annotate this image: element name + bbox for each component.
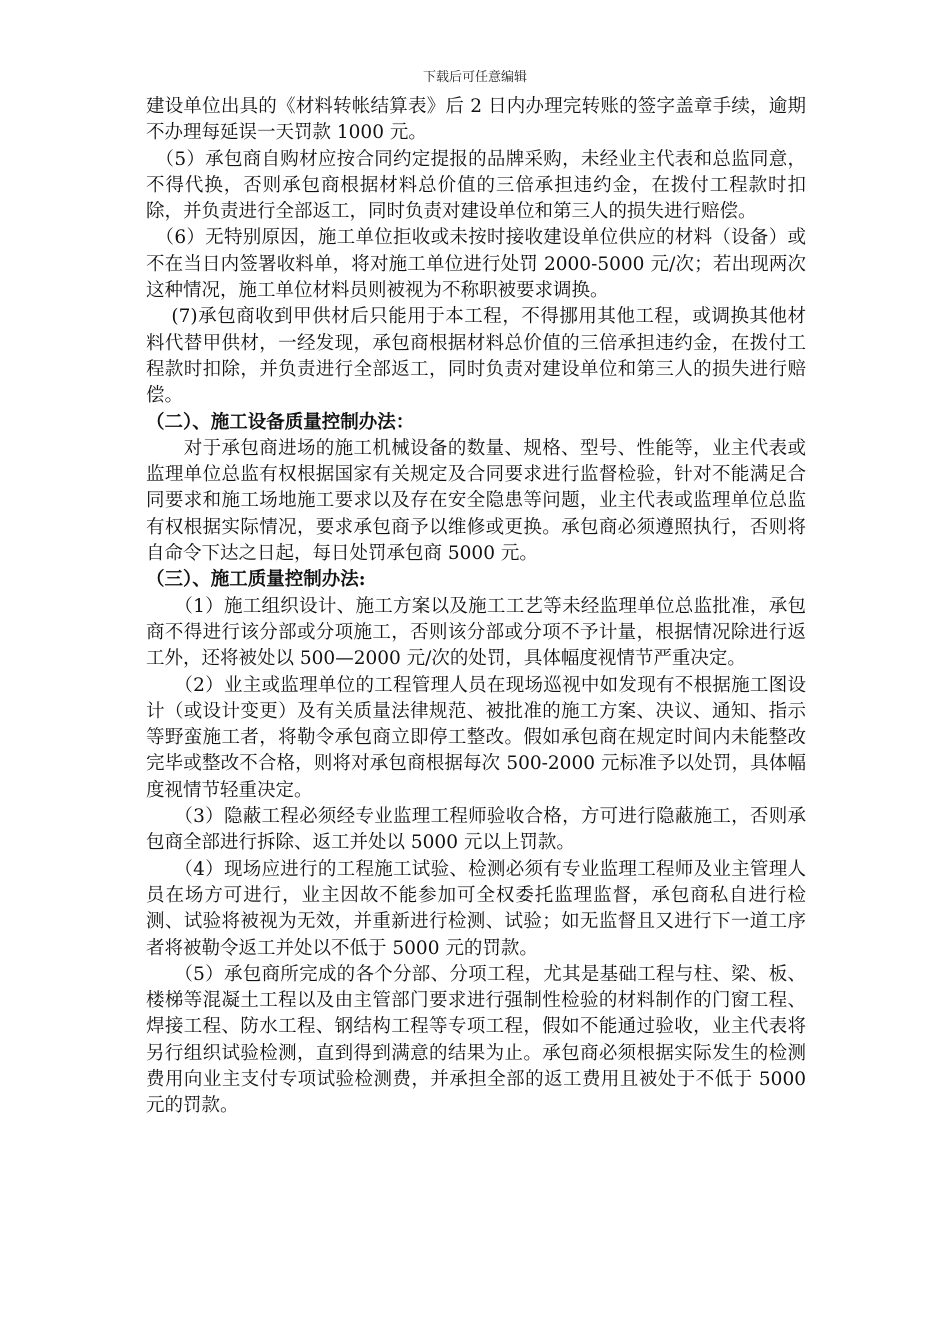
page-header: 下载后可任意编辑 — [422, 70, 527, 85]
paragraph-quality-clause-5: （5）承包商所完成的各个分部、分项工程，尤其是基础工程与柱、梁、板、楼梯等混凝土工程以及由主管部门要求进行强制性检验的材料制作的门窗工程、焊接工程、防水工程、钢结构工程等专项工程，假如不能通过验收，业主代表将另行组织试验检测，直到得到满意的结果为止。承包商必须根据实际发生的检测费用向业主支付专项试验检测费，并承担全部的返工费用且被处于不低于 5000 元的罚款。 — [146, 963, 812, 1117]
paragraph-quality-clause-4: （4）现场应进行的工程施工试验、检测必须有专业监理工程师及业主管理人员在场方可进行，业主因故不能参加可全权委托监理监督，承包商私自进行检测、试验将被视为无效，并重新进行检测、试验；如无监督且又进行下一道工序者将被勒令返工并处以不低于 5000 元的罚款。 — [146, 858, 806, 959]
paragraph-quality-clause-1: （1）施工组织设计、施工方案以及施工工艺等未经监理单位总监批准，承包商不得进行该分部或分项施工，否则该分部或分项不予计量，根据情况除进行返工外，还将被处以 500—2000 元/次的处罚，具体幅度视情节严重决定。 — [146, 595, 806, 670]
paragraph-equipment-control: 对于承包商进场的施工机械设备的数量、规格、型号、性能等，业主代表或监理单位总监有权根据国家有关规定及合同要求进行监督检验，针对不能满足合同要求和施工场地施工要求以及存在安全隐患等问题，业主代表或监理单位总监有权根据实际情况，要求承包商予以维修或更换。承包商必须遵照执行，否则将自命令下达之日起，每日处罚承包商 5000 元。 — [146, 437, 806, 565]
section-heading-construction-quality: （三）、施工质量控制办法: — [146, 569, 366, 591]
section-heading-equipment: （二）、施工设备质量控制办法： — [146, 411, 415, 433]
paragraph-clause-7-owner-supplied: (7)承包商收到甲供材后只能用于本工程，不得挪用其他工程，或调换其他材料代替甲供材，一经发现，承包商根据材料总价值的三倍承担违约金，在拨付工程款时扣除，并负责进行全部返工，同时负责对建设单位和第三人的损失进行赔偿。 — [146, 306, 806, 407]
document-body — [146, 94, 812, 1120]
paragraph-transfer-settlement: 建设单位出具的《材料转帐结算表》后 2 日内办理完转账的签字盖章手续，逾期不办理每延误一天罚款 1000 元。 — [146, 96, 806, 144]
paragraph-clause-5-self-purchase: （5）承包商自购材应按合同约定提报的品牌采购，未经业主代表和总监同意，不得代换，否则承包商根据材料总价值的三倍承担违约金，在拨付工程款时扣除，并负责进行全部返工，同时负责对建设单位和第三人的损失进行赔偿。 — [146, 148, 806, 223]
paragraph-quality-clause-2: （2）业主或监理单位的工程管理人员在现场巡视中如发现有不根据施工图设计（或设计变更）及有关质量法律规范、被批准的施工方案、决议、通知、指示等野蛮施工者，将勒令承包商立即停工整改。假如承包商在规定时间内未能整改完毕或整改不合格，则将对承包商根据每次 500-2000 元标准予以处罚，具体幅度视情节轻重决定。 — [146, 674, 806, 801]
paragraph-clause-6-material-receipt: （6）无特别原因，施工单位拒收或未按时接收建设单位供应的材料（设备）或不在当日内签署收料单，将对施工单位进行处罚 2000-5000 元/次；若出现两次这种情况，施工单位材料员则被视为不称职被要求调换。 — [146, 227, 806, 302]
paragraph-quality-clause-3: （3）隐蔽工程必须经专业监理工程师验收合格，方可进行隐蔽施工，否则承包商全部进行拆除、返工并处以 5000 元以上罚款。 — [146, 806, 806, 854]
